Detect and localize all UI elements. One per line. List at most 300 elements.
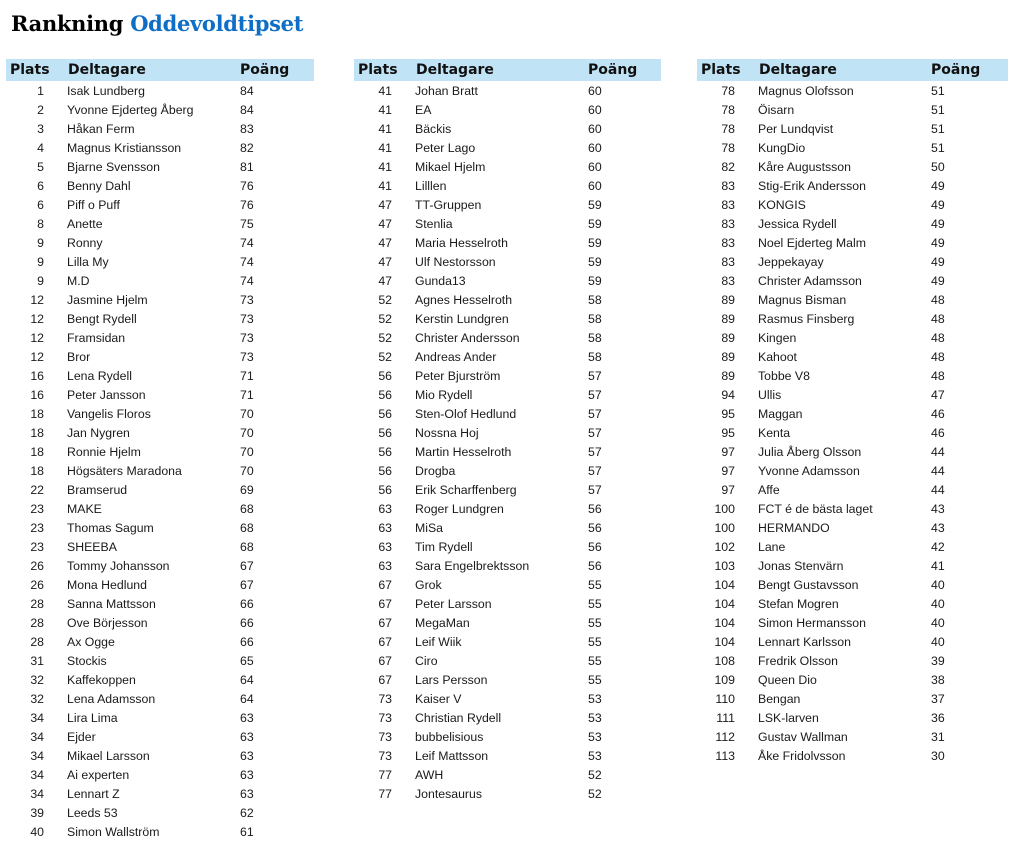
table-row: [6, 803, 314, 822]
table-row: [354, 385, 661, 404]
table-row: [697, 613, 1008, 632]
table-row: [354, 708, 661, 727]
cell-plats: 2: [37, 102, 44, 117]
cell-poang: 46: [931, 425, 945, 440]
cell-deltagare: Leif Wiik: [415, 634, 462, 649]
cell-deltagare: Leif Mattsson: [415, 748, 489, 763]
table-row: [354, 518, 661, 537]
cell-plats: 22: [30, 482, 44, 497]
table-row: [354, 366, 661, 385]
cell-plats: 47: [378, 235, 392, 250]
table-row: [697, 366, 1008, 385]
cell-plats: 34: [30, 767, 44, 782]
cell-poang: 60: [588, 83, 602, 98]
cell-plats: 5: [37, 159, 44, 174]
cell-deltagare: Ullis: [758, 387, 782, 402]
cell-plats: 113: [715, 748, 735, 763]
table-row: [6, 461, 314, 480]
table-row: [354, 271, 661, 290]
cell-deltagare: Gunda13: [415, 273, 466, 288]
cell-deltagare: Peter Jansson: [67, 387, 146, 402]
cell-deltagare: Christer Andersson: [415, 330, 520, 345]
cell-deltagare: Martin Hesselroth: [415, 444, 512, 459]
table-row: [6, 404, 314, 423]
cell-poang: 76: [240, 178, 254, 193]
cell-plats: 56: [378, 463, 392, 478]
table-row: [6, 138, 314, 157]
cell-poang: 61: [240, 824, 254, 839]
cell-deltagare: Peter Bjurström: [415, 368, 501, 383]
table-row: [354, 176, 661, 195]
cell-poang: 48: [931, 349, 945, 364]
table-header-row: [697, 59, 1008, 81]
table-row: [6, 309, 314, 328]
cell-poang: 49: [931, 216, 945, 231]
cell-deltagare: Stig-Erik Andersson: [758, 178, 866, 193]
table-header-row: [354, 59, 661, 81]
cell-deltagare: Kaiser V: [415, 691, 462, 706]
cell-deltagare: Thomas Sagum: [67, 520, 154, 535]
table-row: [6, 784, 314, 803]
cell-deltagare: Lena Adamsson: [67, 691, 156, 706]
cell-deltagare: Ax Ogge: [67, 634, 115, 649]
table-row: [6, 556, 314, 575]
cell-deltagare: Mona Hedlund: [67, 577, 147, 592]
cell-poang: 60: [588, 140, 602, 155]
cell-deltagare: Åke Fridolvsson: [758, 748, 846, 763]
cell-deltagare: Christer Adamsson: [758, 273, 862, 288]
cell-plats: 77: [378, 786, 392, 801]
cell-deltagare: Ai experten: [67, 767, 130, 782]
cell-plats: 78: [721, 102, 735, 117]
table-row: [697, 328, 1008, 347]
cell-plats: 63: [378, 520, 392, 535]
cell-deltagare: Stockis: [67, 653, 107, 668]
ranking-table-2: [354, 59, 661, 803]
table-row: [354, 480, 661, 499]
cell-plats: 47: [378, 273, 392, 288]
cell-plats: 47: [378, 254, 392, 269]
cell-poang: 53: [588, 710, 602, 725]
cell-deltagare: Ciro: [415, 653, 438, 668]
cell-poang: 57: [588, 406, 602, 421]
cell-deltagare: Ronnie Hjelm: [67, 444, 141, 459]
cell-poang: 57: [588, 368, 602, 383]
cell-deltagare: Drogba: [415, 463, 456, 478]
cell-poang: 52: [588, 786, 602, 801]
cell-plats: 89: [721, 311, 735, 326]
table-row: [6, 499, 314, 518]
cell-plats: 56: [378, 425, 392, 440]
table-row: [6, 100, 314, 119]
cell-plats: 102: [714, 539, 735, 554]
cell-deltagare: Vangelis Floros: [67, 406, 151, 421]
table-row: [6, 290, 314, 309]
cell-poang: 63: [240, 710, 254, 725]
cell-poang: 58: [588, 330, 602, 345]
cell-poang: 68: [240, 501, 254, 516]
column-header-deltagare: Deltagare: [62, 59, 238, 81]
cell-deltagare: Mikael Larsson: [67, 748, 150, 763]
cell-plats: 67: [378, 653, 392, 668]
cell-deltagare: Kerstin Lundgren: [415, 311, 509, 326]
cell-deltagare: Andreas Ander: [415, 349, 497, 364]
cell-plats: 6: [37, 197, 44, 212]
ranking-table-3: [697, 59, 1008, 765]
cell-plats: 47: [378, 216, 392, 231]
cell-plats: 56: [378, 482, 392, 497]
cell-deltagare: Kahoot: [758, 349, 797, 364]
cell-poang: 63: [240, 729, 254, 744]
table-row: [6, 670, 314, 689]
cell-deltagare: MiSa: [415, 520, 444, 535]
table-row: [697, 290, 1008, 309]
cell-deltagare: MAKE: [67, 501, 102, 516]
cell-deltagare: Högsäters Maradona: [67, 463, 182, 478]
table-row: [697, 499, 1008, 518]
table-row: [697, 423, 1008, 442]
table-row: [354, 784, 661, 803]
cell-plats: 32: [30, 672, 44, 687]
cell-plats: 41: [378, 102, 392, 117]
cell-plats: 23: [30, 501, 44, 516]
table-row: [697, 271, 1008, 290]
cell-deltagare: Bramserud: [67, 482, 128, 497]
table-row: [697, 594, 1008, 613]
table-row: [697, 138, 1008, 157]
cell-poang: 55: [588, 615, 602, 630]
cell-deltagare: Agnes Hesselroth: [415, 292, 513, 307]
column-header-poang: Poäng: [238, 59, 314, 81]
cell-plats: 95: [721, 425, 735, 440]
cell-deltagare: Erik Scharffenberg: [415, 482, 517, 497]
cell-deltagare: Kåre Augustsson: [758, 159, 851, 174]
cell-poang: 43: [931, 501, 945, 516]
table-row: [354, 765, 661, 784]
cell-poang: 53: [588, 691, 602, 706]
table-row: [354, 442, 661, 461]
cell-deltagare: Fredrik Olsson: [758, 653, 838, 668]
cell-deltagare: Jan Nygren: [67, 425, 130, 440]
cell-poang: 40: [931, 596, 945, 611]
cell-deltagare: Simon Hermansson: [758, 615, 866, 630]
table-row: [697, 651, 1008, 670]
cell-poang: 48: [931, 330, 945, 345]
table-row: [6, 480, 314, 499]
cell-poang: 63: [240, 767, 254, 782]
cell-deltagare: Maria Hesselroth: [415, 235, 508, 250]
cell-deltagare: KungDio: [758, 140, 806, 155]
table-row: [354, 290, 661, 309]
table-row: [697, 176, 1008, 195]
cell-plats: 16: [30, 387, 44, 402]
table-row: [354, 347, 661, 366]
cell-deltagare: Tommy Johansson: [67, 558, 170, 573]
table-row: [697, 689, 1008, 708]
cell-plats: 104: [714, 596, 735, 611]
table-row: [697, 195, 1008, 214]
cell-poang: 44: [931, 482, 945, 497]
cell-plats: 73: [378, 710, 392, 725]
cell-plats: 9: [37, 254, 44, 269]
cell-poang: 56: [588, 501, 602, 516]
cell-poang: 59: [588, 197, 602, 212]
cell-poang: 47: [931, 387, 945, 402]
cell-poang: 57: [588, 463, 602, 478]
table-row: [354, 461, 661, 480]
cell-plats: 41: [378, 159, 392, 174]
cell-plats: 89: [721, 330, 735, 345]
cell-plats: 12: [30, 292, 44, 307]
cell-deltagare: Håkan Ferm: [67, 121, 135, 136]
table-row: [697, 309, 1008, 328]
cell-poang: 40: [931, 577, 945, 592]
cell-poang: 40: [931, 615, 945, 630]
cell-poang: 60: [588, 178, 602, 193]
cell-deltagare: FCT é de bästa laget: [758, 501, 873, 516]
cell-deltagare: Christian Rydell: [415, 710, 502, 725]
cell-poang: 48: [931, 292, 945, 307]
table-row: [6, 385, 314, 404]
cell-poang: 49: [931, 197, 945, 212]
cell-plats: 95: [721, 406, 735, 421]
table-header-row: [6, 59, 314, 81]
cell-plats: 100: [714, 520, 735, 535]
table-row: [6, 537, 314, 556]
cell-deltagare: Affe: [758, 482, 780, 497]
cell-deltagare: Sanna Mattsson: [67, 596, 156, 611]
table-row: [354, 746, 661, 765]
cell-poang: 55: [588, 596, 602, 611]
cell-plats: 67: [378, 577, 392, 592]
cell-deltagare: Roger Lundgren: [415, 501, 504, 516]
cell-plats: 111: [716, 710, 735, 725]
table-row: [354, 404, 661, 423]
table-row: [6, 347, 314, 366]
cell-poang: 59: [588, 235, 602, 250]
cell-plats: 31: [30, 653, 44, 668]
table-row: [697, 556, 1008, 575]
table-row: [6, 252, 314, 271]
table-row: [354, 119, 661, 138]
cell-deltagare: Yvonne Ejderteg Åberg: [67, 102, 194, 117]
cell-poang: 63: [240, 748, 254, 763]
cell-plats: 112: [715, 729, 735, 744]
cell-plats: 97: [721, 482, 735, 497]
cell-plats: 12: [30, 349, 44, 364]
cell-plats: 108: [714, 653, 735, 668]
cell-plats: 3: [37, 121, 44, 136]
cell-deltagare: Bäckis: [415, 121, 452, 136]
table-row: [6, 81, 314, 100]
table-row: [6, 575, 314, 594]
cell-plats: 28: [30, 615, 44, 630]
cell-poang: 55: [588, 653, 602, 668]
table-row: [6, 157, 314, 176]
table-row: [697, 385, 1008, 404]
column-header-poang: Poäng: [929, 59, 1008, 81]
cell-deltagare: Framsidan: [67, 330, 126, 345]
cell-poang: 69: [240, 482, 254, 497]
cell-poang: 55: [588, 634, 602, 649]
column-header-deltagare: Deltagare: [753, 59, 929, 81]
cell-plats: 1: [37, 83, 44, 98]
table-row: [6, 822, 314, 841]
cell-plats: 41: [378, 121, 392, 136]
cell-plats: 83: [721, 178, 735, 193]
cell-deltagare: SHEEBA: [67, 539, 117, 554]
cell-deltagare: Ove Börjesson: [67, 615, 148, 630]
cell-plats: 56: [378, 368, 392, 383]
cell-deltagare: Ulf Nestorsson: [415, 254, 496, 269]
cell-poang: 71: [240, 387, 254, 402]
cell-plats: 104: [714, 577, 735, 592]
cell-poang: 66: [240, 596, 254, 611]
cell-poang: 66: [240, 634, 254, 649]
cell-plats: 103: [714, 558, 735, 573]
cell-poang: 59: [588, 273, 602, 288]
cell-poang: 67: [240, 577, 254, 592]
table-body: [6, 81, 314, 841]
table-row: [697, 461, 1008, 480]
cell-plats: 78: [721, 121, 735, 136]
cell-deltagare: Magnus Kristiansson: [67, 140, 182, 155]
cell-plats: 34: [30, 729, 44, 744]
cell-poang: 30: [931, 748, 945, 763]
cell-poang: 44: [931, 463, 945, 478]
table-row: [354, 252, 661, 271]
table-row: [6, 214, 314, 233]
cell-plats: 109: [714, 672, 735, 687]
cell-deltagare: Gustav Wallman: [758, 729, 848, 744]
cell-deltagare: Mio Rydell: [415, 387, 473, 402]
cell-poang: 36: [931, 710, 945, 725]
table-row: [354, 195, 661, 214]
cell-poang: 56: [588, 558, 602, 573]
cell-poang: 73: [240, 349, 254, 364]
cell-deltagare: Anette: [67, 216, 103, 231]
cell-deltagare: LSK-larven: [758, 710, 819, 725]
cell-deltagare: Jessica Rydell: [758, 216, 837, 231]
cell-deltagare: Maggan: [758, 406, 803, 421]
table-row: [354, 499, 661, 518]
cell-deltagare: Jasmine Hjelm: [67, 292, 148, 307]
table-row: [354, 309, 661, 328]
cell-deltagare: Ejder: [67, 729, 96, 744]
cell-deltagare: Mikael Hjelm: [415, 159, 486, 174]
table-row: [354, 651, 661, 670]
cell-deltagare: Lilla My: [67, 254, 109, 269]
cell-poang: 58: [588, 349, 602, 364]
cell-poang: 63: [240, 786, 254, 801]
cell-deltagare: Rasmus Finsberg: [758, 311, 855, 326]
cell-plats: 41: [378, 83, 392, 98]
cell-poang: 76: [240, 197, 254, 212]
table-row: [697, 537, 1008, 556]
cell-plats: 23: [30, 520, 44, 535]
cell-deltagare: Lars Persson: [415, 672, 488, 687]
cell-poang: 41: [931, 558, 945, 573]
cell-poang: 49: [931, 254, 945, 269]
table-row: [697, 81, 1008, 100]
cell-poang: 58: [588, 311, 602, 326]
cell-plats: 39: [30, 805, 44, 820]
cell-poang: 84: [240, 102, 254, 117]
table-row: [354, 689, 661, 708]
cell-deltagare: AWH: [415, 767, 444, 782]
cell-plats: 23: [30, 539, 44, 554]
cell-deltagare: bubbelisious: [415, 729, 484, 744]
cell-plats: 77: [378, 767, 392, 782]
table-body: [354, 81, 661, 803]
cell-poang: 49: [931, 178, 945, 193]
cell-deltagare: Grok: [415, 577, 442, 592]
cell-plats: 89: [721, 349, 735, 364]
cell-plats: 97: [721, 463, 735, 478]
cell-deltagare: HERMANDO: [758, 520, 830, 535]
cell-poang: 51: [931, 121, 945, 136]
cell-poang: 70: [240, 425, 254, 440]
cell-plats: 67: [378, 596, 392, 611]
cell-poang: 51: [931, 140, 945, 155]
table-row: [697, 632, 1008, 651]
cell-poang: 42: [931, 539, 945, 554]
cell-deltagare: Magnus Bisman: [758, 292, 847, 307]
cell-poang: 56: [588, 539, 602, 554]
cell-deltagare: Kingen: [758, 330, 797, 345]
cell-plats: 63: [378, 501, 392, 516]
cell-plats: 56: [378, 406, 392, 421]
column-header-plats: Plats: [697, 59, 753, 81]
cell-deltagare: Piff o Puff: [67, 197, 120, 212]
table-row: [6, 366, 314, 385]
table-row: [354, 556, 661, 575]
cell-deltagare: Noel Ejderteg Malm: [758, 235, 866, 250]
cell-plats: 41: [378, 178, 392, 193]
cell-deltagare: Magnus Olofsson: [758, 83, 854, 98]
cell-poang: 75: [240, 216, 254, 231]
cell-plats: 18: [30, 425, 44, 440]
table-row: [354, 727, 661, 746]
cell-plats: 83: [721, 254, 735, 269]
cell-deltagare: Peter Larsson: [415, 596, 492, 611]
cell-deltagare: Peter Lago: [415, 140, 476, 155]
table-row: [354, 81, 661, 100]
page-title-accent: Oddevoldtipset: [130, 11, 304, 36]
cell-plats: 28: [30, 596, 44, 611]
cell-poang: 74: [240, 254, 254, 269]
table-row: [6, 328, 314, 347]
cell-deltagare: Sara Engelbrektsson: [415, 558, 530, 573]
cell-deltagare: Lilllen: [415, 178, 447, 193]
ranking-table-1: [6, 59, 314, 841]
cell-poang: 51: [931, 83, 945, 98]
cell-plats: 18: [30, 406, 44, 421]
cell-deltagare: Leeds 53: [67, 805, 118, 820]
table-body: [697, 81, 1008, 765]
cell-deltagare: Sten-Olof Hedlund: [415, 406, 517, 421]
cell-plats: 100: [714, 501, 735, 516]
cell-poang: 60: [588, 102, 602, 117]
cell-deltagare: KONGIS: [758, 197, 806, 212]
table-row: [354, 594, 661, 613]
cell-plats: 28: [30, 634, 44, 649]
cell-poang: 55: [588, 672, 602, 687]
cell-plats: 83: [721, 273, 735, 288]
cell-plats: 52: [378, 330, 392, 345]
cell-plats: 26: [30, 577, 44, 592]
cell-plats: 6: [37, 178, 44, 193]
